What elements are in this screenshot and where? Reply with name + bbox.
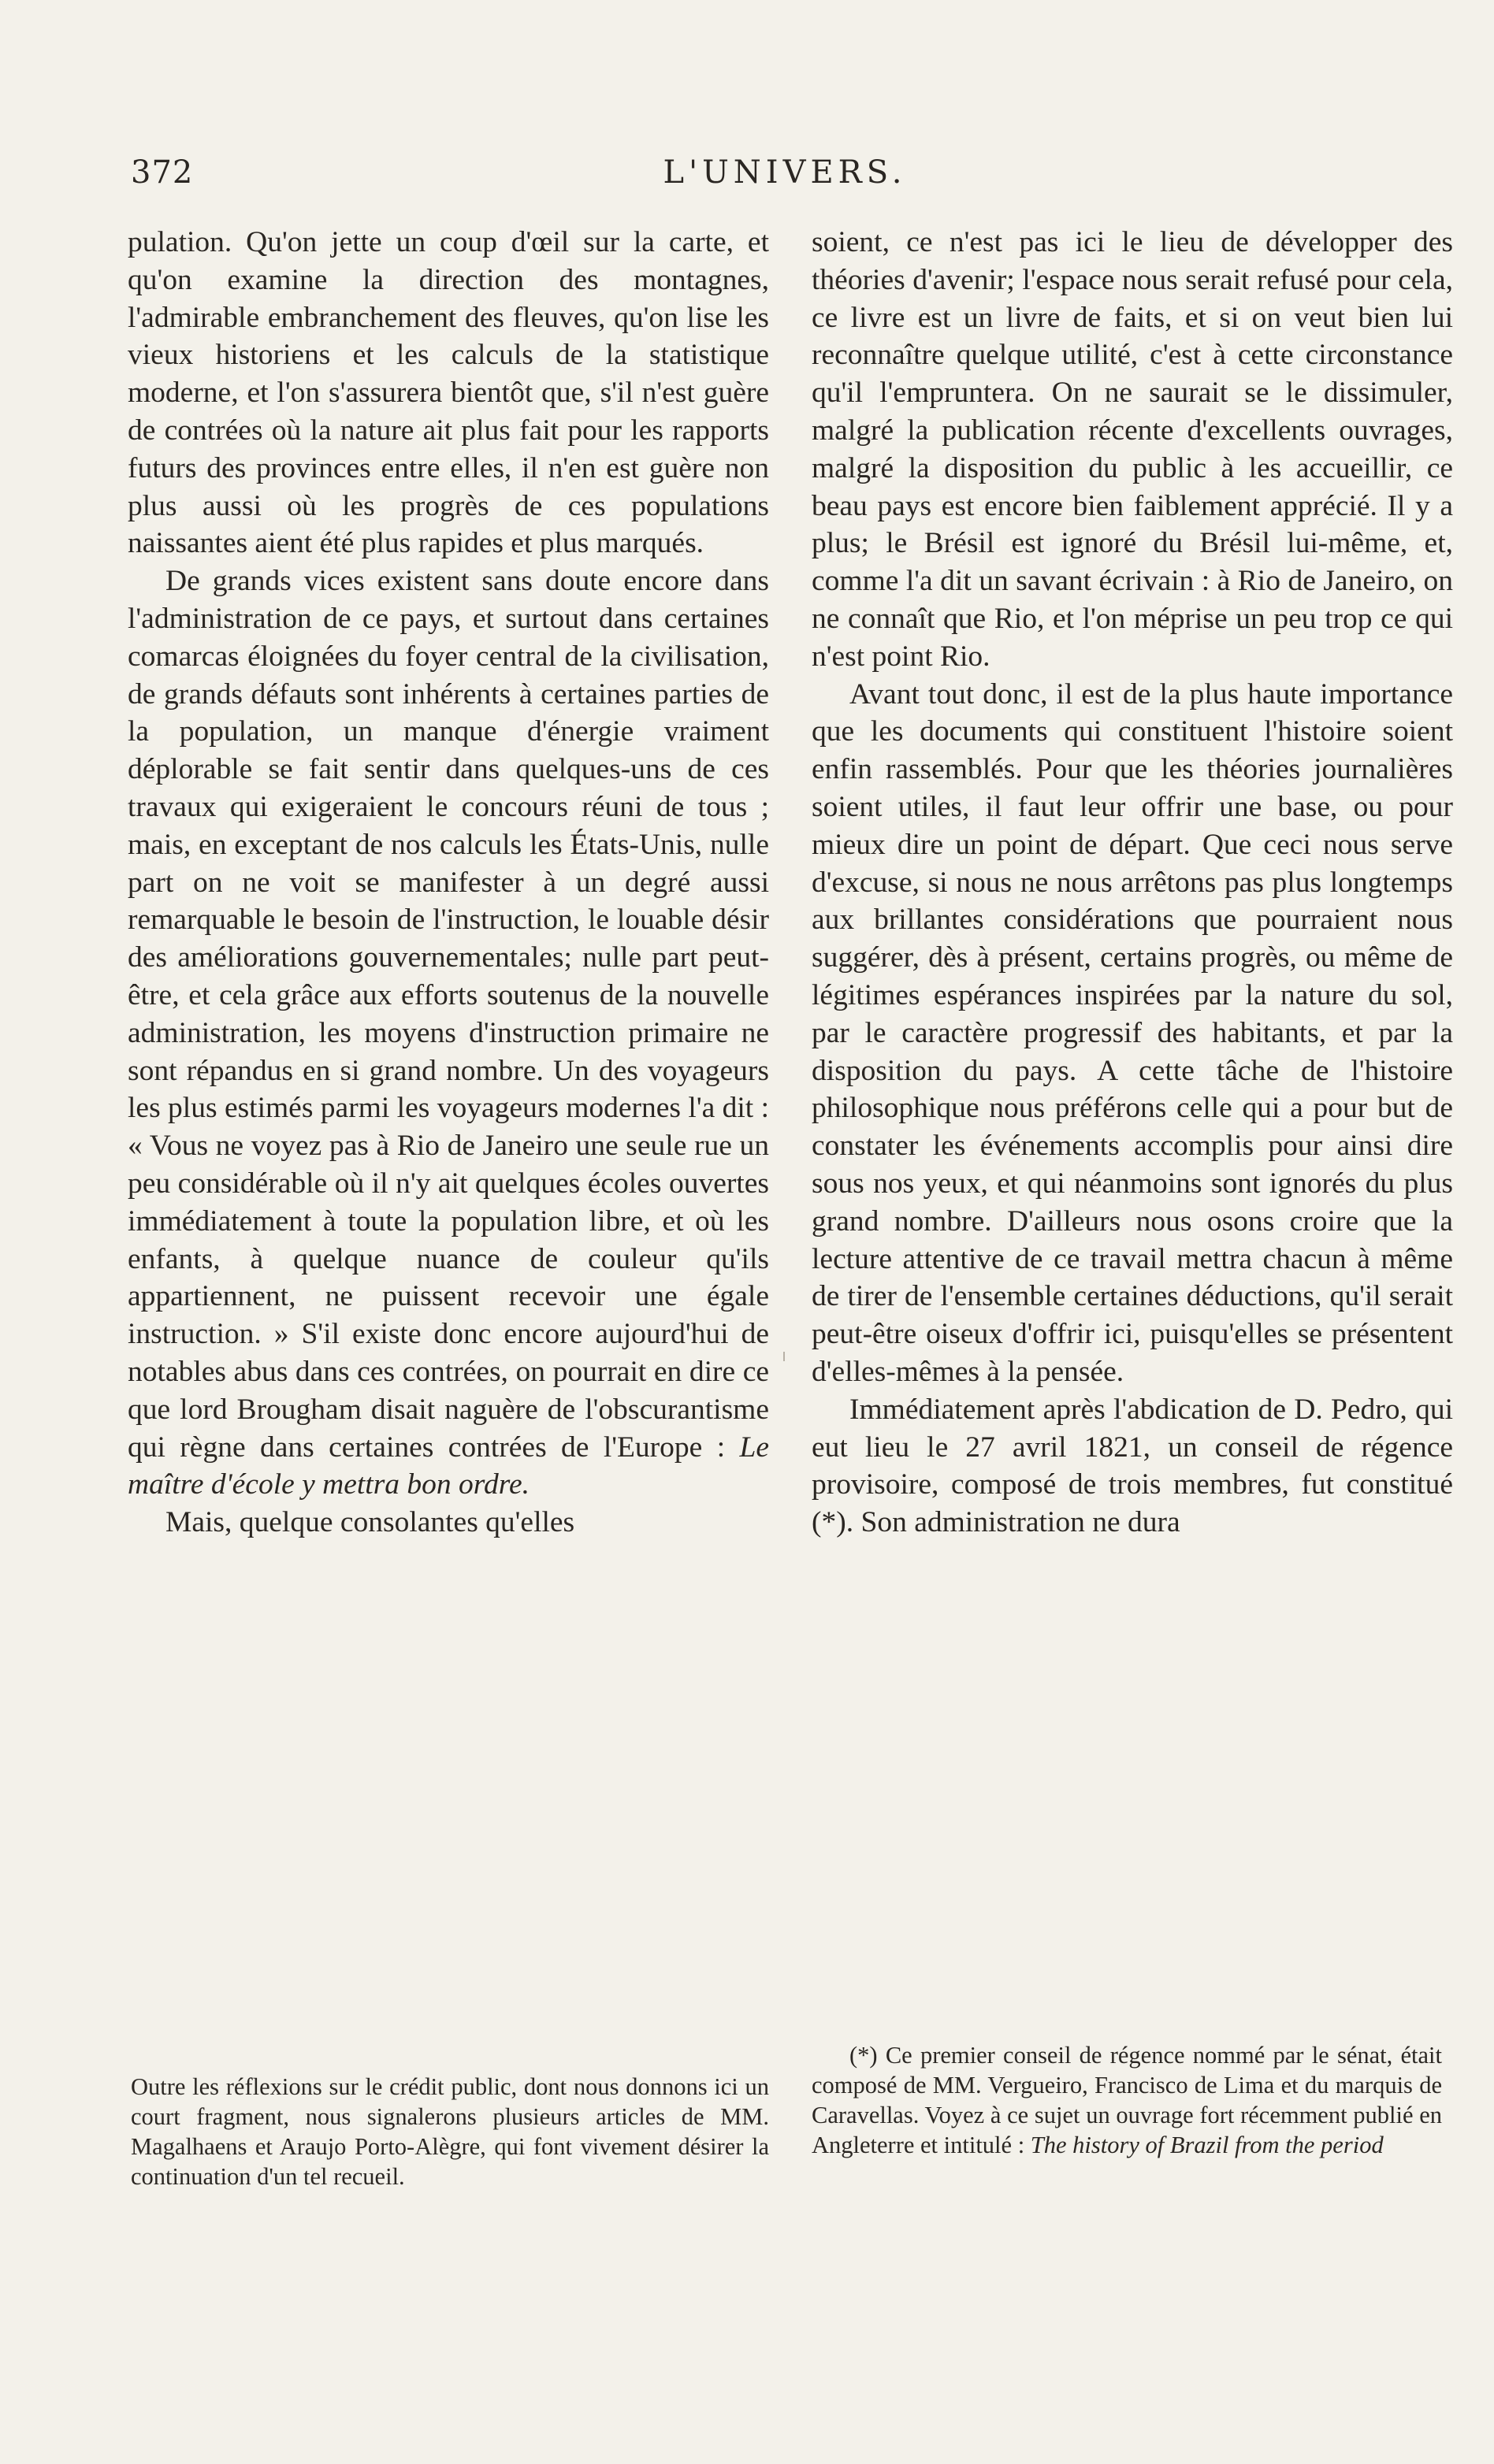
running-title: L'UNIVERS. [663,154,907,191]
right-footnote-paragraph [812,2040,1442,2160]
right-footnote-italic: The history of Brazil from the period [1030,2132,1384,2158]
left-footnote [131,2072,769,2191]
page-header [131,154,1439,202]
left-footnote-text: Outre les réflexions sur le crédit public, dont nous donnons ici un court fragment, nous signalerons plusieurs articles de MM. Magalhaens et Araujo Porto-Alègre, qui font vivement désirer la continuation d'un tel recueil. [131,2073,769,2190]
right-column [812,224,1453,1542]
left-paragraph-1: pulation. Qu'on jette un coup d'œil sur la carte, et qu'on examine la direction des montagnes, l'admirable embranchement des fleuves, qu'on lise les vieux historiens et les calculs de la statistique moderne, et l'on s'assurera bientôt que, s'il n'est guère de contrées où la nature ait plus fait pour les rapports futurs des provinces entre elles, il n'en est guère non plus aussi où les progrès de ces populations naissantes aient été plus rapides et plus marqués. [128,226,769,560]
right-paragraph-2: Avant tout donc, il est de la plus haute importance que les documents qui constituent l'histoire soient enfin rassemblés. Pour que les théories journalières soient utiles, il faut leur offrir une base, ou pour mieux dire un point de départ. Que ceci nous serve d'excuse, si nous ne nous arrêtons pas plus longtemps aux brillantes considérations que pourraient nous suggérer, dès à présent, certains progrès, ou même de légitimes espérances inspirées par la nature du sol, par le caractère progressif des habitants, et par la disposition du pays. A cette tâche de l'histoire philosophique nous préférons celle qui a pour but de constater les événements accomplis pour ainsi dire sous nos yeux, et qui néanmoins sont ignorés du plus grand nombre. D'ailleurs nous osons croire que la lecture attentive de ce travail mettra chacun à même de tirer de l'ensemble certaines déductions, qu'il serait peut-être oiseux d'offrir ici, puisqu'elles se présentent d'elles-mêmes à la pensée. [812,677,1453,1388]
right-footnote-text: (*) Ce premier conseil de régence nommé par le sénat, était composé de MM. Vergueiro, Francisco de Lima et du marquis de Caravellas. Voyez à ce sujet un ouvrage fort récemment publié en Angleterre et intitulé : [812,2042,1442,2158]
left-paragraph-3: Mais, quelque consolantes qu'elles [165,1506,575,1539]
left-paragraph-2-italic: Le maître d'école y mettra bon ordre. [128,1431,769,1501]
left-paragraph-2-text: De grands vices existent sans doute encore dans l'administration de ce pays, et surtout dans certaines comarcas éloignées du foyer central de la civilisation, de grands défauts sont inhérents à certaines parties de la population, un manque d'énergie vraiment déplorable se fait sentir dans quelques-uns de ces travaux qui exigeraient le concours réuni de tous ; mais, en exceptant de nos calculs les États-Unis, nulle part on ne voit se manifester à un degré aussi remarquable le besoin de l'instruction, le louable désir des améliorations gouvernementales; nulle part peut-être, et cela grâce aux efforts soutenus de la nouvelle administration, les moyens d'instruction primaire ne sont répandus en si grand nombre. Un des voyageurs les plus estimés parmi les voyageurs modernes l'a dit : « Vous ne voyez pas à Rio de Janeiro une seule rue un peu considérable où il n'y ait quelques écoles ouvertes immédiatement à toute la population libre, et où les enfants, à quelque nuance de couleur qu'ils appartiennent, ne puissent recevoir une égale instruction. » S'il existe donc encore aujourd'hui de notables abus dans ces contrées, on pourrait en dire ce que lord Brougham disait naguère de l'obscurantisme qui règne dans certaines contrées de l'Europe : [128,565,769,1464]
left-column [128,224,769,1542]
page-number: 372 [131,154,194,191]
left-paragraph-2 [128,562,769,1504]
right-footnote [812,2040,1442,2160]
ink-mark [783,1352,785,1361]
right-paragraph-3: Immédiatement après l'abdication de D. Pedro, qui eut lieu le 27 avril 1821, un conseil de régence provisoire, composé de trois membres, fut constitué (*). Son administration ne dura [812,1393,1453,1539]
right-paragraph-1: soient, ce n'est pas ici le lieu de développer des théories d'avenir; l'espace nous serait refusé pour cela, ce livre est un livre de faits, et si on veut bien lui reconnaître quelque utilité, c'est à cette circonstance qu'il l'empruntera. On ne saurait se le dissimuler, malgré la publication récente d'excellents ouvrages, malgré la disposition du public à les accueillir, ce beau pays est encore bien faiblement apprécié. Il y a plus; le Brésil est ignoré du Brésil lui-même, et, comme l'a dit un savant écrivain : à Rio de Janeiro, on ne connaît que Rio, et l'on méprise un peu trop ce qui n'est point Rio. [812,226,1453,673]
